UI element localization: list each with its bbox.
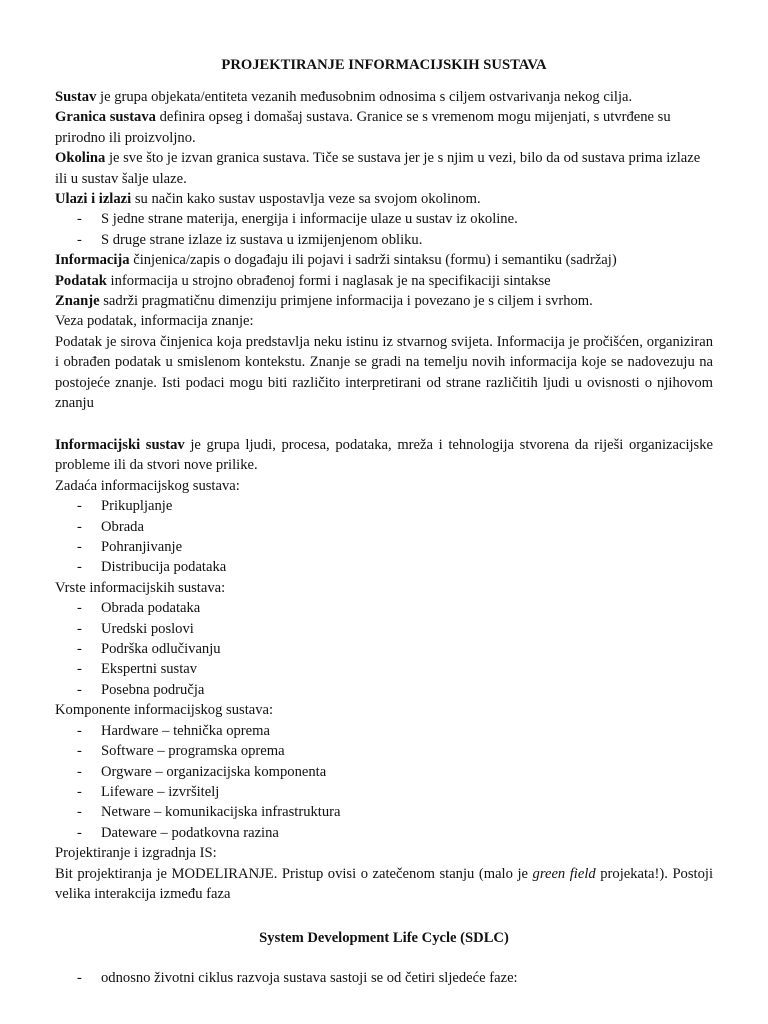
def-znanje [55, 291, 713, 311]
definition-text: sadrži pragmatičnu dimenziju primjene informacija i povezano je s ciljem i svrhom. [99, 293, 593, 310]
list-item: - S druge strane izlaze iz sustava u izmijenjenom obliku. [55, 230, 713, 250]
term: Informacija [55, 252, 130, 269]
definition-text: definira opseg i domašaj sustava. Granice se s vremenom mogu mijenjati, s utvrđene su prirodno ili proizvoljno. [55, 109, 671, 146]
term: Granica sustava [55, 109, 156, 126]
definition-text: činjenica/zapis o događaju ili pojavi i sadrži sintaksu (formu) i semantiku (sadržaj) [129, 252, 617, 269]
vrste-heading: Vrste informacijskih sustava: [55, 579, 226, 596]
term: Znanje [55, 293, 100, 310]
projektiranje-heading: Projektiranje i izgradnja IS: [55, 845, 217, 862]
projektiranje-paragraph [55, 864, 713, 905]
list-item: - Lifeware – izvršitelj [55, 782, 713, 802]
zadaca-list [55, 496, 713, 578]
komponente-heading: Komponente informacijskog sustava: [55, 702, 274, 719]
term: Okolina [55, 150, 106, 167]
list-item: - Orgware – organizacijska komponenta [55, 762, 713, 782]
definition-text: je grupa objekata/entiteta vezanih međusobnim odnosima s ciljem ostvarivanja nekog cilja. [96, 89, 633, 105]
list-item: - Prikupljanje [55, 496, 713, 516]
list-item: - Netware – komunikacijska infrastruktura [55, 802, 713, 822]
sdlc-heading: System Development Life Cycle (SDLC) [259, 930, 509, 946]
def-informacija [55, 250, 713, 270]
definition-text: je grupa ljudi, procesa, podataka, mreža i tehnologija stvorena da riješi organizacijske probleme ili da stvori nove prilike. [55, 437, 714, 474]
term: Ulazi i izlazi [55, 191, 132, 208]
list-item: - Obrada [55, 517, 713, 537]
emphasis-text: green field [532, 865, 596, 882]
zadaca-heading: Zadaća informacijskog sustava: [55, 477, 240, 494]
list-item: - Ekspertni sustav [55, 659, 713, 679]
vrste-list [55, 598, 713, 700]
list-item: - Uredski poslovi [55, 619, 713, 639]
def-podatak [55, 271, 713, 291]
document-title: PROJEKTIRANJE INFORMACIJSKIH SUSTAVA [221, 57, 547, 73]
list-item: - Obrada podataka [55, 598, 713, 618]
is-section [55, 435, 713, 904]
list-item: - Dateware – podatkovna razina [55, 823, 713, 843]
list-item: - Pohranjivanje [55, 537, 713, 557]
list-item: - odnosno životni ciklus razvoja sustava sastoji se od četiri sljedeće faze: [55, 968, 713, 988]
definition-text: je sve što je izvan granica sustava. Tiče se sustava jer je s njim u vezi, bilo da od sustava prima izlaze ili u sustav šalje ulaze. [55, 150, 701, 187]
def-okolina [55, 148, 713, 189]
is-definition [55, 435, 713, 476]
list-item: - Podrška odlučivanju [55, 639, 713, 659]
list-item: - Distribucija podataka [55, 557, 713, 577]
term: Podatak [55, 272, 107, 289]
def-granica [55, 107, 713, 148]
term: Informacijski sustav [55, 437, 185, 453]
list-item: - Hardware – tehnička oprema [55, 721, 713, 741]
def-ulazi [55, 189, 713, 209]
ulazi-list [55, 209, 713, 250]
term: Sustav [55, 89, 97, 105]
list-item: - Software – programska oprema [55, 741, 713, 761]
veza-paragraph: Podatak je sirova činjenica koja predstavlja neku istinu iz stvarnog svijeta. Informacija je pročišćen, organiziran i obrađen podatak u smislenom kontekstu. Znanje se gradi na temelju novih informacija koje se nadovezuju na postojeće znanje. Isti podaci mogu biti različito interpretirani od strane različitih ljudi u ovisnosti o njihovom znanju [55, 333, 713, 412]
komponente-list [55, 721, 713, 843]
sdlc-list [55, 968, 713, 988]
definition-text: informacija u strojno obrađenoj formi i naglasak je na specifikaciji sintakse [106, 272, 551, 289]
definitions-section [55, 87, 713, 414]
list-item: - Posebna područja [55, 680, 713, 700]
paragraph-text: projekata!). Postoji velika interakcija između faza [55, 865, 713, 902]
paragraph-text: Bit projektiranja je MODELIRANJE. Pristup ovisi o zatečenom stanju (malo je [55, 865, 533, 882]
definition-text: su način kako sustav uspostavlja veze sa svojom okolinom. [131, 191, 481, 208]
veza-heading: Veza podatak, informacija znanje: [55, 313, 254, 330]
sdlc-section [55, 968, 713, 988]
def-sustav [55, 87, 713, 107]
list-item: - S jedne strane materija, energija i informacije ulaze u sustav iz okoline. [55, 209, 713, 229]
